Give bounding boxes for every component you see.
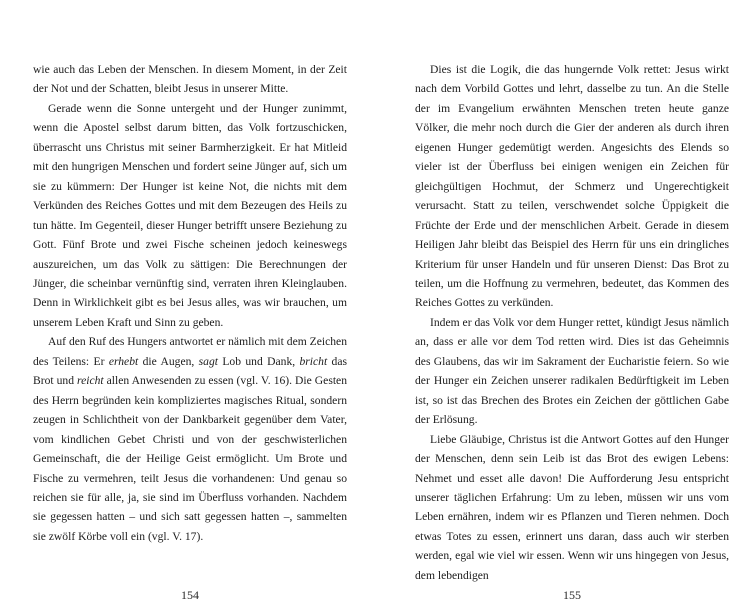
paragraph: Auf den Ruf des Hungers antwortet er nämlich mit dem Zeichen des Teilens: Er erhebt die Augen, sagt Lob und Dank, bricht das Brot und reicht allen Anwesenden zu essen (vgl. V. 16). Die Gesten des Herrn begründen kein kompliziertes magisches Ritual, sondern zeugen in Schlichtheit von der Dankbarkeit gegenüber dem Vater, vom kindlichen Gebet Christi und von der geschwisterlichen Gemeinschaft, die der Heilige Geist ermöglicht. Um Brote und Fische zu vermehren, teilt Jesus die vorhandenen: Und genau so reichen sie für alle, ja, sie sind im Überfluss vorhanden. Nachdem sie gegessen hatten – und sich satt gegessen hatten –, sammelten sie zwölf Körbe voll ein (vgl. V. 17). [33,335,348,543]
paragraph: wie auch das Leben der Menschen. In diesem Moment, in der Zeit der Not und der Schatten, bleibt Jesus in unserer Mitte. [33,63,347,96]
left-page-text [33,60,347,546]
page-number: 155 [563,588,581,602]
emphasis: sagt [198,354,218,368]
right-page [415,60,729,602]
left-page [33,60,348,602]
paragraph: Gerade wenn die Sonne untergeht und der Hunger zunimmt, wenn die Apostel selbst darum bitten, das Volk fortzuschicken, überrascht uns Christus mit seiner Barmherzigkeit. Er hat Mitleid mit den hungrigen Menschen und fordert seine Jünger auf, sich um sie zu kümmern: Der Hunger ist keine Not, die nichts mit dem Verkünden des Reiches Gottes und mit dem Bezeugen des Heils zu tun hätte. Im Gegenteil, dieser Hunger betrifft unsere Beziehung zu Gott. Fünf Brote und zwei Fische scheinen jedoch keineswegs auszureichen, um das Volk zu sättigen: Die Berechnungen der Jünger, die scheinbar vernünftig sind, verraten ihren Kleinglauben. Denn in Wirklichkeit gibt es bei Jesus alles, was wir brauchen, um unserem Leben Kraft und Sinn zu geben. [33,101,347,329]
emphasis: bricht [299,354,328,368]
paragraph: Indem er das Volk vor dem Hunger rettet, kündigt Jesus nämlich an, dass er alle vor dem Tod retten wird. Dies ist das Geheimnis des Glaubens, das wir im Sakrament der Eucharistie feiern. So wie der Hunger ein Zeichen unserer radikalen Bedürftigkeit im Leben ist, so ist das Brechen des Brotes ein Zeichen der göttlichen Gabe der Erlösung. [415,315,729,427]
emphasis: erhebt [108,354,139,368]
page-number: 154 [181,588,199,602]
paragraph: Liebe Gläubige, Christus ist die Antwort Gottes auf den Hunger der Menschen, denn sein Leib ist das Brot des ewigen Lebens: Nehmet und esset alle davon! Die Aufforderung Jesu entspricht unserer täglichen Erfahrung: Um zu leben, müssen wir uns vom Leben ernähren, indem wir es Pflanzen und Tieren nehmen. Doch etwas Totes zu essen, erinnert uns daran, dass auch wir sterben werden, egal wie viel wir essen. Wenn wir uns hingegen von Jesus, dem lebendigen [415,432,729,582]
paragraph: Dies ist die Logik, die das hungernde Volk rettet: Jesus wirkt nach dem Vorbild Gottes und lehrt, dasselbe zu tun. An die Stelle der im Evangelium erwähnten Menschen treten heute ganze Völker, die mehr noch durch die Gier der anderen als durch ihren eigenen Hunger gedemütigt werden. Angesichts des Elends so vieler ist der Überfluss bei einigen wenigen ein Zeichen für gleichgültigen Hochmut, der Schmerz und Ungerechtigkeit verursacht. Statt zu teilen, verschwendet solche Üppigkeit die Früchte der Erde und der menschlichen Arbeit. Gerade in diesem Heiligen Jahr bleibt das Beispiel des Herrn für uns ein dringliches Kriterium für unser Handeln und für unseren Dienst: Das Brot zu teilen, um die Hoffnung zu vermehren, bedeutet, das Kommen des Reiches Gottes zu verkünden. [415,63,729,310]
emphasis: reicht [77,374,104,388]
right-page-text [415,60,729,585]
